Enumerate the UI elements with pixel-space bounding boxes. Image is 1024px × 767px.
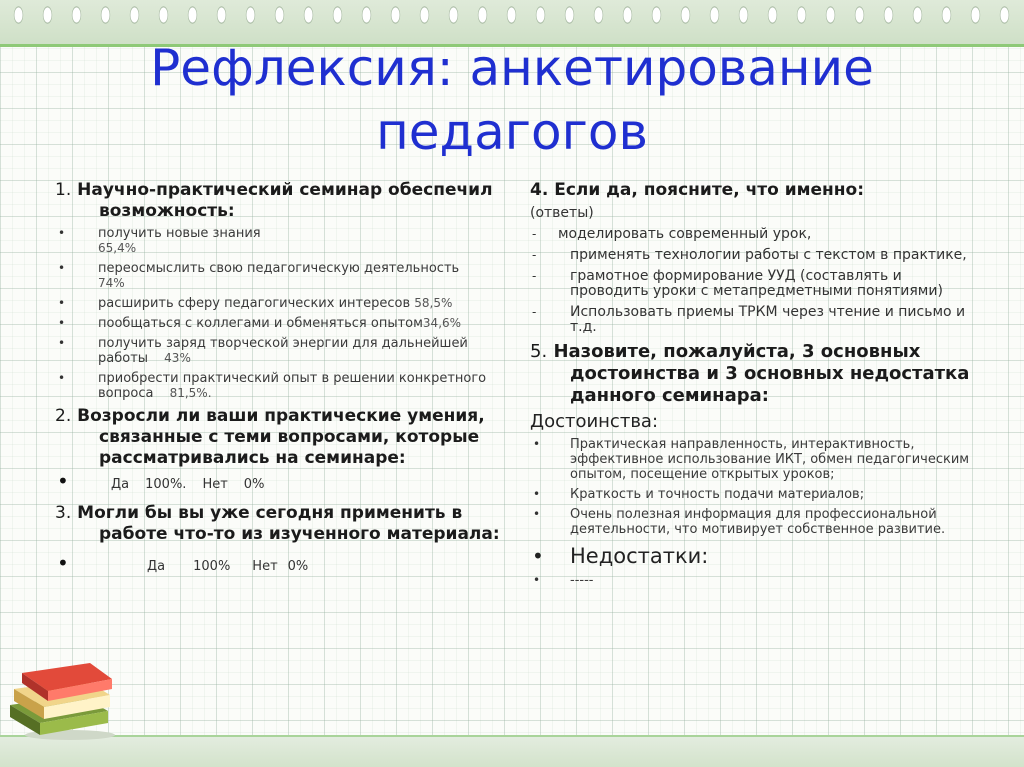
merits-heading: Достоинства: xyxy=(530,411,659,432)
question-1-options xyxy=(55,226,500,401)
option-percent: 34,6% xyxy=(422,316,462,330)
right-column xyxy=(530,180,970,593)
merits-list xyxy=(530,437,970,537)
answer-item: - грамотное формирование УУД (составлять и проводить уроки с метапредметными понятиями) xyxy=(532,268,943,299)
option-item: • получить заряд творческой энергии для дальнейшей работы 43% xyxy=(58,336,468,366)
drawbacks-heading: • Недостатки: xyxy=(532,544,709,568)
left-column xyxy=(55,180,500,585)
merit-item: • Практическая направленность, интерактивность, эффективное использование ИКТ, обмен педагогическим опытом, посещение открытых уроков; xyxy=(533,437,970,482)
answer-no-label: Нет xyxy=(252,559,278,574)
answer-yes-percent: 100% xyxy=(193,559,231,574)
option-item: • переосмыслить свою педагогическую деятельность 74% xyxy=(58,261,460,290)
option-percent: 81,5%. xyxy=(169,386,212,400)
answer-yes-label: Да xyxy=(147,559,166,574)
question-4-answers xyxy=(530,227,970,335)
answers-note: (ответы) xyxy=(530,205,594,221)
answer-item: - Использовать приемы ТРКМ через чтение и письмо и т.д. xyxy=(532,304,966,335)
question-4: 4. Если да, поясните, что именно: xyxy=(530,180,865,200)
drawback-item: • ----- xyxy=(533,573,594,588)
question-3-text: Могли бы вы уже сегодня применить в работе что-то из изученного материала: xyxy=(77,503,500,544)
option-percent: 58,5% xyxy=(414,296,453,310)
merit-item: • Краткость и точность подачи материалов; xyxy=(533,487,865,502)
option-item: • расширить сферу педагогических интересов 58,5% xyxy=(58,296,453,311)
answer-no-label: Нет xyxy=(202,477,228,492)
option-percent: 43% xyxy=(164,351,191,365)
option-item: • получить новые знания 65,4% xyxy=(58,226,261,255)
question-2 xyxy=(55,406,500,469)
answer-yes-percent: 100%. xyxy=(145,477,187,492)
answer-item: - моделировать современный урок, xyxy=(532,226,812,242)
notebook-bottom-band xyxy=(0,735,1024,767)
question-5-number: 5. xyxy=(530,341,548,362)
question-3 xyxy=(55,503,500,545)
question-1-text: Научно-практический семинар обеспечил возможность: xyxy=(77,180,493,221)
question-5 xyxy=(530,341,970,407)
answer-no-percent: 0% xyxy=(287,559,309,574)
option-item: • пообщаться с коллегами и обменяться опытом34,6% xyxy=(58,316,462,331)
question-1-number: 1. xyxy=(55,180,72,200)
question-1 xyxy=(55,180,500,222)
answer-item: - применять технологии работы с текстом в практике, xyxy=(532,247,967,263)
option-percent: 65,4% xyxy=(98,241,137,255)
answer-yes-label: Да xyxy=(111,477,130,492)
spiral-binding xyxy=(0,0,1024,30)
slide-title: Рефлексия: анкетирование педагогов xyxy=(150,39,874,161)
answer-no-percent: 0% xyxy=(243,477,265,492)
drawbacks-list xyxy=(530,573,970,588)
option-percent: 74% xyxy=(98,276,125,290)
option-item: • приобрести практический опыт в решении конкретного вопроса 81,5%. xyxy=(58,371,487,401)
question-5-text: Назовите, пожалуйста, 3 основных достоинства и 3 основных недостатка данного семинара: xyxy=(553,341,970,406)
merit-item: • Очень полезная информация для профессиональной деятельности, что мотивирует собственное развитие. xyxy=(533,507,946,537)
question-3-answer: • Да 100% Нет 0% xyxy=(57,551,309,575)
books-illustration xyxy=(0,655,120,740)
question-3-number: 3. xyxy=(55,503,72,523)
question-2-number: 2. xyxy=(55,406,72,426)
question-2-answer: • Да 100%. Нет 0% xyxy=(57,469,265,493)
question-2-text: Возросли ли ваши практические умения, связанные с теми вопросами, которые рассматривались на семинаре: xyxy=(77,406,485,468)
